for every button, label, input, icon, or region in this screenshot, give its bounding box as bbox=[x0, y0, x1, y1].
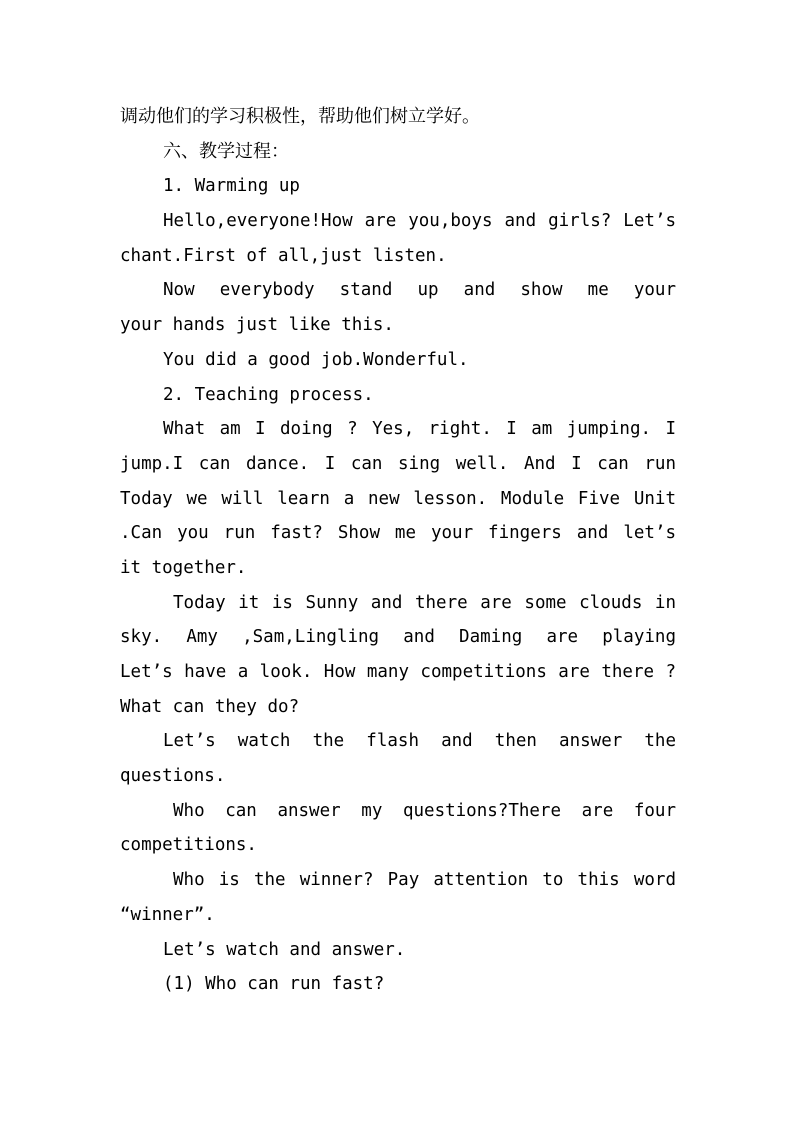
step-heading-warming-up: 1. Warming up bbox=[163, 176, 300, 197]
text-line-23: Who is the winner? Pay attention to this word bbox=[173, 870, 676, 891]
text-line-24: “winner”. bbox=[120, 904, 215, 925]
text-line-26: (1) Who can run fast? bbox=[163, 974, 385, 995]
text-line-12: Today we will learn a new lesson. Module Five Unit bbox=[120, 488, 676, 509]
text-line-19: Let’s watch the flash and then answer the bbox=[163, 731, 676, 752]
text-line-18: What can they do? bbox=[120, 696, 300, 717]
text-line-1: 调动他们的学习积极性，帮助他们树立学好。 bbox=[120, 106, 480, 127]
text-line-15: Today it is Sunny and there are some clouds in bbox=[173, 592, 676, 613]
text-line-16: sky. Amy ,Sam,Lingling and Daming are playing bbox=[120, 627, 676, 648]
step-heading-teaching-process: 2. Teaching process. bbox=[163, 384, 374, 405]
text-line-4: Hello,everyone!How are you,boys and girls? Let’s bbox=[163, 211, 676, 232]
text-line-11: jump.I can dance. I can sing well. And I can run bbox=[120, 453, 676, 474]
text-line-5: chant.First of all,just listen. bbox=[120, 245, 447, 266]
text-line-25: Let’s watch and answer. bbox=[163, 939, 406, 960]
text-line-17: Let’s have a look. How many competitions are there ? bbox=[120, 662, 676, 682]
text-line-8: You did a good job.Wonderful. bbox=[163, 349, 469, 370]
text-line-20: questions. bbox=[120, 766, 226, 787]
text-line-7: your hands just like this. bbox=[120, 315, 394, 336]
text-line-14: it together. bbox=[120, 557, 247, 578]
text-line-21: Who can answer my questions?There are four bbox=[173, 800, 676, 821]
document-body bbox=[120, 100, 676, 1002]
text-line-13: .Can you run fast? Show me your fingers and let’s bbox=[120, 523, 676, 544]
text-line-6: Now everybody stand up and show me your bbox=[163, 280, 676, 301]
section-heading: 六、教学过程： bbox=[163, 140, 289, 162]
text-line-22: competitions. bbox=[120, 835, 257, 856]
text-line-10: What am I doing ? Yes, right. I am jumping. I bbox=[163, 419, 676, 440]
